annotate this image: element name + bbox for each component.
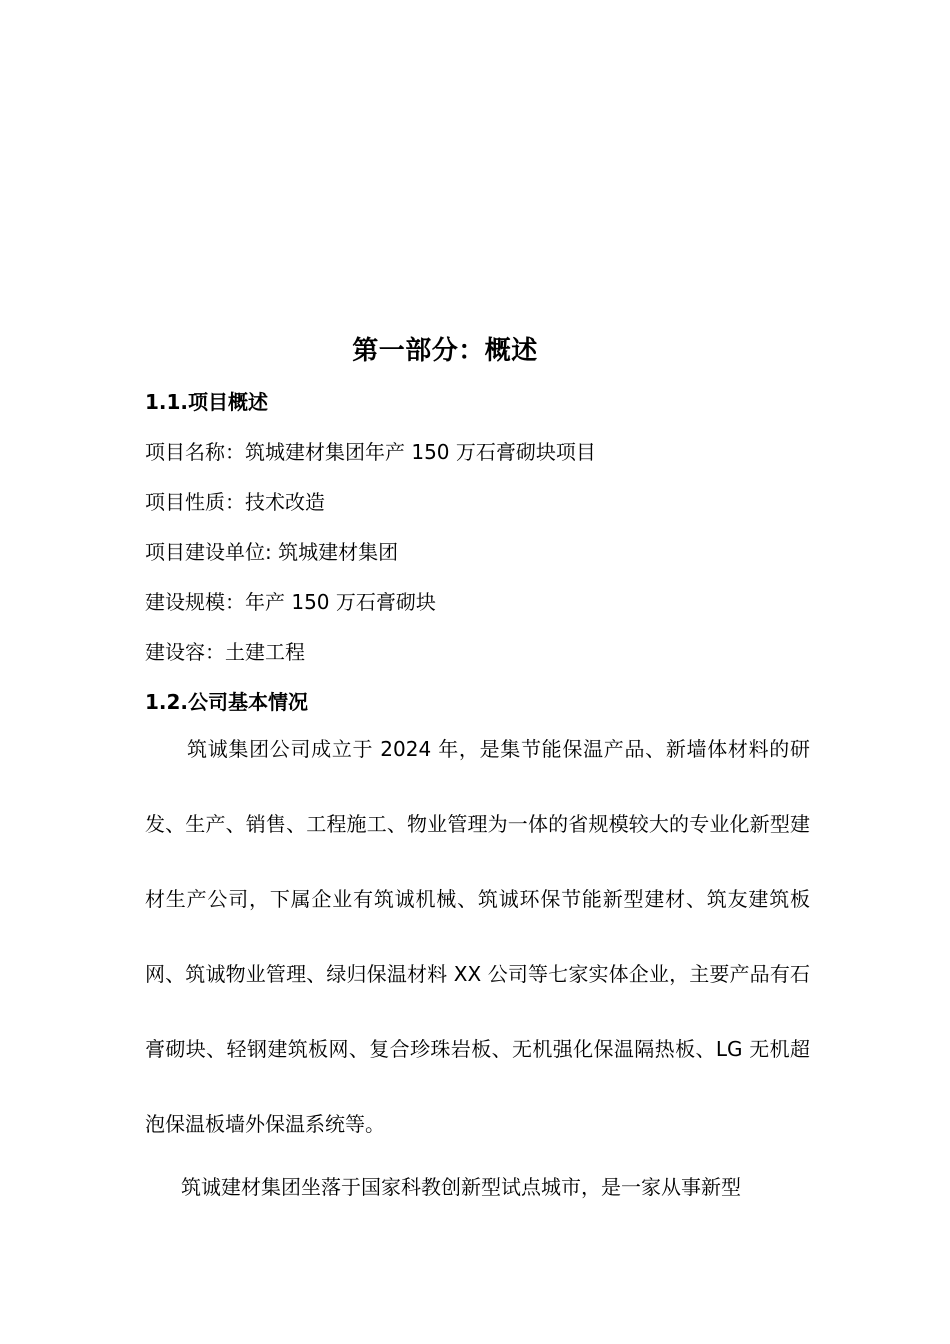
field-project-nature: 项目性质：技术改造	[145, 490, 325, 514]
section-heading-project-overview: 1.1.项目概述	[145, 390, 269, 414]
field-project-name: 项目名称：筑城建材集团年产 150 万石膏砌块项目	[145, 440, 596, 464]
company-paragraph: 筑诚集团公司成立于 2024 年，是集节能保温产品、新墙体材料的研发、生产、销售、工程施工、物业管理为一体的省规模较大的专业化新型建材生产公司，下属企业有筑诚机械、筑诚环保节能新型建材、筑友建筑板网、筑诚物业管理、绿归保温材料 XX 公司等七家实体企业，主要产品有石膏砌块、轻钢建筑板网、复合珍珠岩板、无机强化保温隔热板、LG 无机超泡保温板墙外保温系统等。	[145, 737, 810, 1136]
field-construction-unit: 项目建设单位: 筑城建材集团	[145, 540, 399, 564]
company-paragraph-continued: 筑诚建材集团坐落于国家科教创新型试点城市，是一家从事新型	[181, 1175, 741, 1199]
field-construction-scale: 建设规模：年产 150 万石膏砌块	[145, 590, 436, 614]
part-title: 第一部分：概述	[352, 336, 538, 366]
field-construction-content: 建设容：土建工程	[145, 640, 305, 664]
section-heading-company-info: 1.2.公司基本情况	[145, 690, 309, 714]
